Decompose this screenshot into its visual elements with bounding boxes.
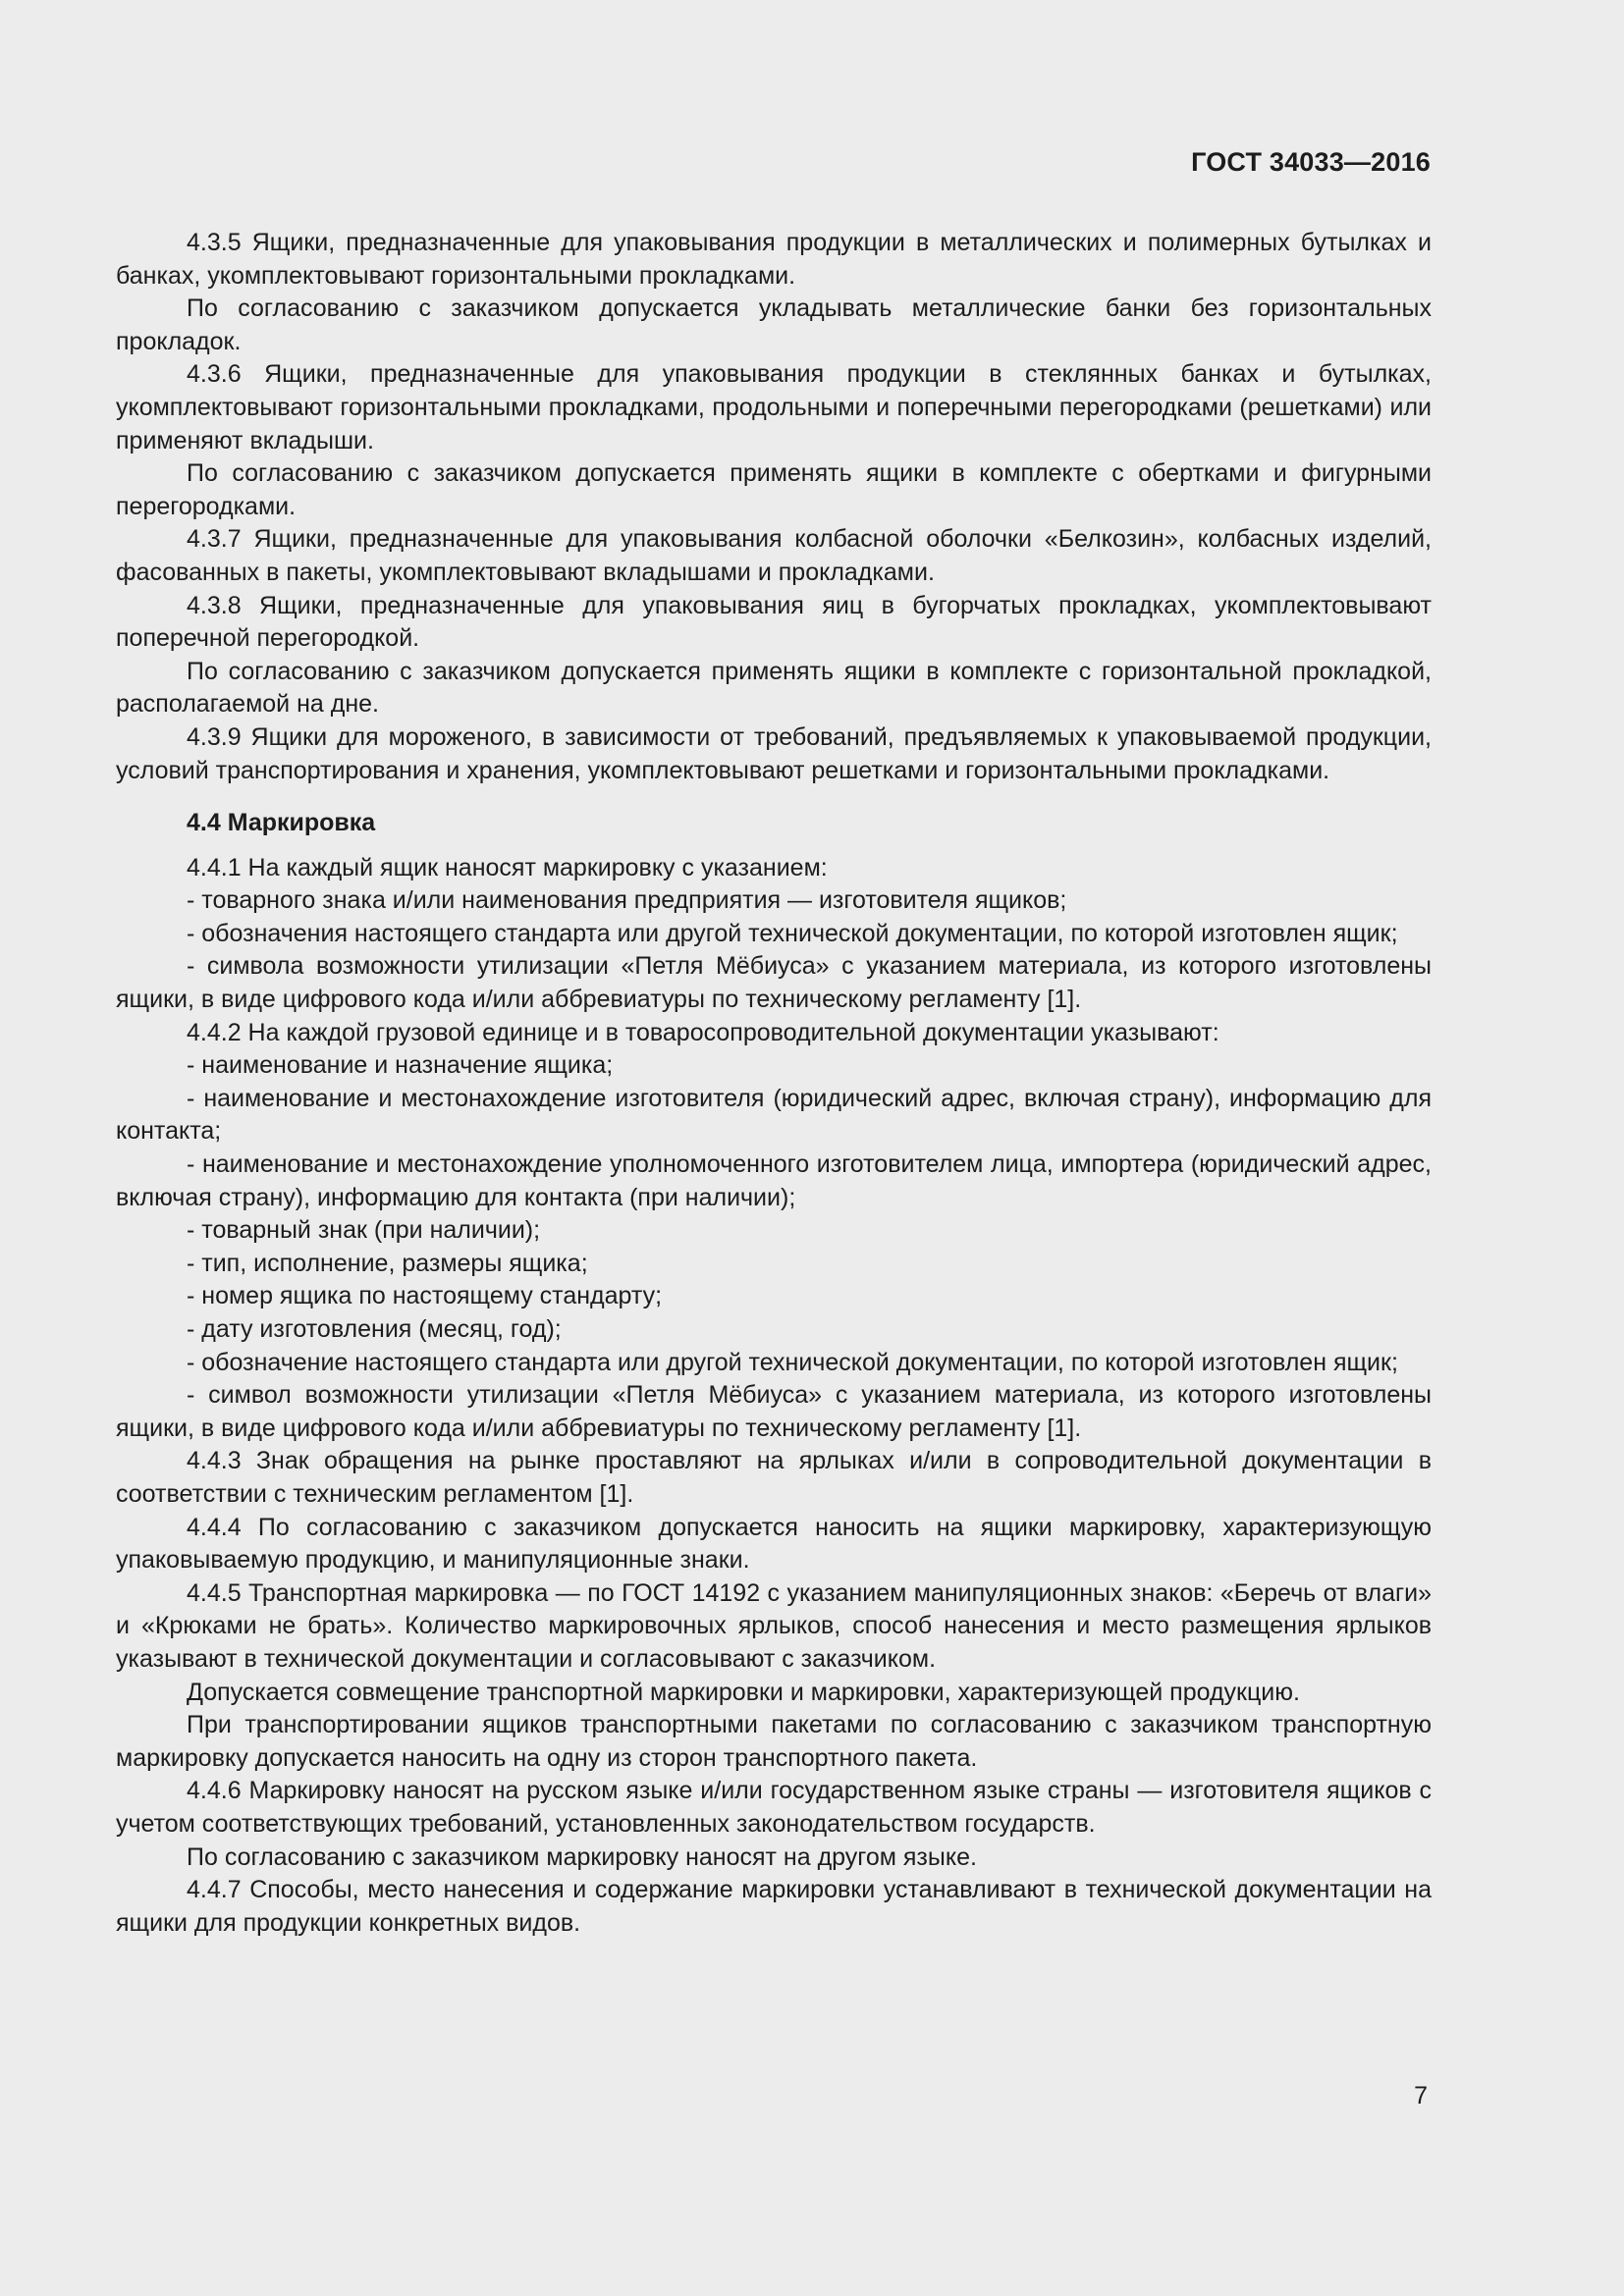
- paragraph-4-4-1: 4.4.1 На каждый ящик наносят маркировку с указанием:: [187, 853, 828, 881]
- list-item: - товарный знак (при наличии);: [187, 1216, 541, 1245]
- page-number: 7: [1414, 2082, 1428, 2109]
- paragraph: По согласованию с заказчиком допускается укладывать металлические банки без горизонтальных прокладок.: [116, 294, 1432, 355]
- paragraph: По согласованию с заказчиком допускается применять ящики в комплекте с горизонтальной прокладкой, располагаемой на дне.: [116, 657, 1432, 719]
- paragraph-4-4-2: 4.4.2 На каждой грузовой единице и в товаросопроводительной документации указывают:: [187, 1018, 1219, 1046]
- standard-header: ГОСТ 34033—2016: [1191, 147, 1431, 177]
- paragraph: При транспортировании ящиков транспортными пакетами по согласованию с заказчиком транспортную маркировку допускается наносить на одну из сторон транспортного пакета.: [116, 1711, 1432, 1772]
- list-item: - символа возможности утилизации «Петля Мёбиуса» с указанием материала, из которого изготовлены ящики, в виде цифрового кода и/или аббревиатуры по техническому регламенту [1].: [116, 952, 1432, 1014]
- list-item: - дату изготовления (месяц, год);: [187, 1315, 562, 1343]
- paragraph-4-4-5: 4.4.5 Транспортная маркировка — по ГОСТ 14192 с указанием манипуляционных знаков: «Беречь от влаги» и «Крюками не брать». Количество маркировочных ярлыков, способ нанесения и место размещения ярлыков указывают в технической документации и согласовывают с заказчиком.: [116, 1578, 1432, 1673]
- paragraph-4-3-7: 4.3.7 Ящики, предназначенные для упаковывания колбасной оболочки «Белкозин», колбасных изделий, фасованных в пакеты, укомплектовывают вкладышами и прокладками.: [116, 525, 1432, 586]
- paragraph-4-4-4: 4.4.4 По согласованию с заказчиком допускается наносить на ящики маркировку, характеризующую упаковываемую продукцию, и манипуляционные знаки.: [116, 1513, 1432, 1575]
- list-item: - номер ящика по настоящему стандарту;: [187, 1282, 663, 1310]
- paragraph: Допускается совмещение транспортной маркировки и маркировки, характеризующей продукцию.: [187, 1678, 1300, 1706]
- list-item: - товарного знака и/или наименования предприятия — изготовителя ящиков;: [187, 886, 1067, 915]
- paragraph-4-4-6: 4.4.6 Маркировку наносят на русском языке и/или государственном языке страны — изготовителя ящиков с учетом соответствующих требований, установленных законодательством государств.: [116, 1777, 1432, 1838]
- paragraph-4-4-3: 4.4.3 Знак обращения на рынке проставляют на ярлыках и/или в сопроводительной документации в соответствии с техническим регламентом [1].: [116, 1447, 1432, 1508]
- paragraph-4-3-8: 4.3.8 Ящики, предназначенные для упаковывания яиц в бугорчатых прокладках, укомплектовывают поперечной перегородкой.: [116, 591, 1432, 653]
- paragraph-4-3-6: 4.3.6 Ящики, предназначенные для упаковывания продукции в стеклянных банках и бутылках, укомплектовывают горизонтальными прокладками, продольными и поперечными перегородками (решетками) или применяют вкладыши.: [116, 360, 1432, 454]
- paragraph-4-3-9: 4.3.9 Ящики для мороженого, в зависимости от требований, предъявляемых к упаковываемой продукции, условий транспортирования и хранения, укомплектовывают решетками и горизонтальными прокладками.: [116, 722, 1432, 784]
- paragraph-4-3-5: 4.3.5 Ящики, предназначенные для упаковывания продукции в металлических и полимерных бутылках и банках, укомплектовывают горизонтальными прокладками.: [116, 229, 1432, 290]
- list-item: - наименование и назначение ящика;: [187, 1051, 614, 1080]
- paragraph: По согласованию с заказчиком маркировку наносят на другом языке.: [187, 1842, 977, 1871]
- list-item: - обозначение настоящего стандарта или другой технической документации, по которой изготовлен ящик;: [187, 1348, 1398, 1376]
- list-item: - наименование и местонахождение изготовителя (юридический адрес, включая страну), информацию для контакта;: [116, 1084, 1432, 1146]
- list-item: - наименование и местонахождение уполномоченного изготовителем лица, импортера (юридический адрес, включая страну), информацию для контакта (при наличии);: [116, 1150, 1432, 1211]
- list-item: - обозначения настоящего стандарта или другой технической документации, по которой изготовлен ящик;: [187, 919, 1398, 947]
- paragraph-4-4-7: 4.4.7 Способы, место нанесения и содержание маркировки устанавливают в технической документации на ящики для продукции конкретных видов.: [116, 1876, 1432, 1937]
- list-item: - символ возможности утилизации «Петля Мёбиуса» с указанием материала, из которого изготовлены ящики, в виде цифрового кода и/или аббревиатуры по техническому регламенту [1].: [116, 1381, 1432, 1442]
- document-body: [116, 227, 1432, 1940]
- paragraph: По согласованию с заказчиком допускается применять ящики в комплекте с обертками и фигурными перегородками.: [116, 459, 1432, 520]
- section-heading-4-4: 4.4 Маркировка: [187, 809, 376, 837]
- list-item: - тип, исполнение, размеры ящика;: [187, 1249, 588, 1277]
